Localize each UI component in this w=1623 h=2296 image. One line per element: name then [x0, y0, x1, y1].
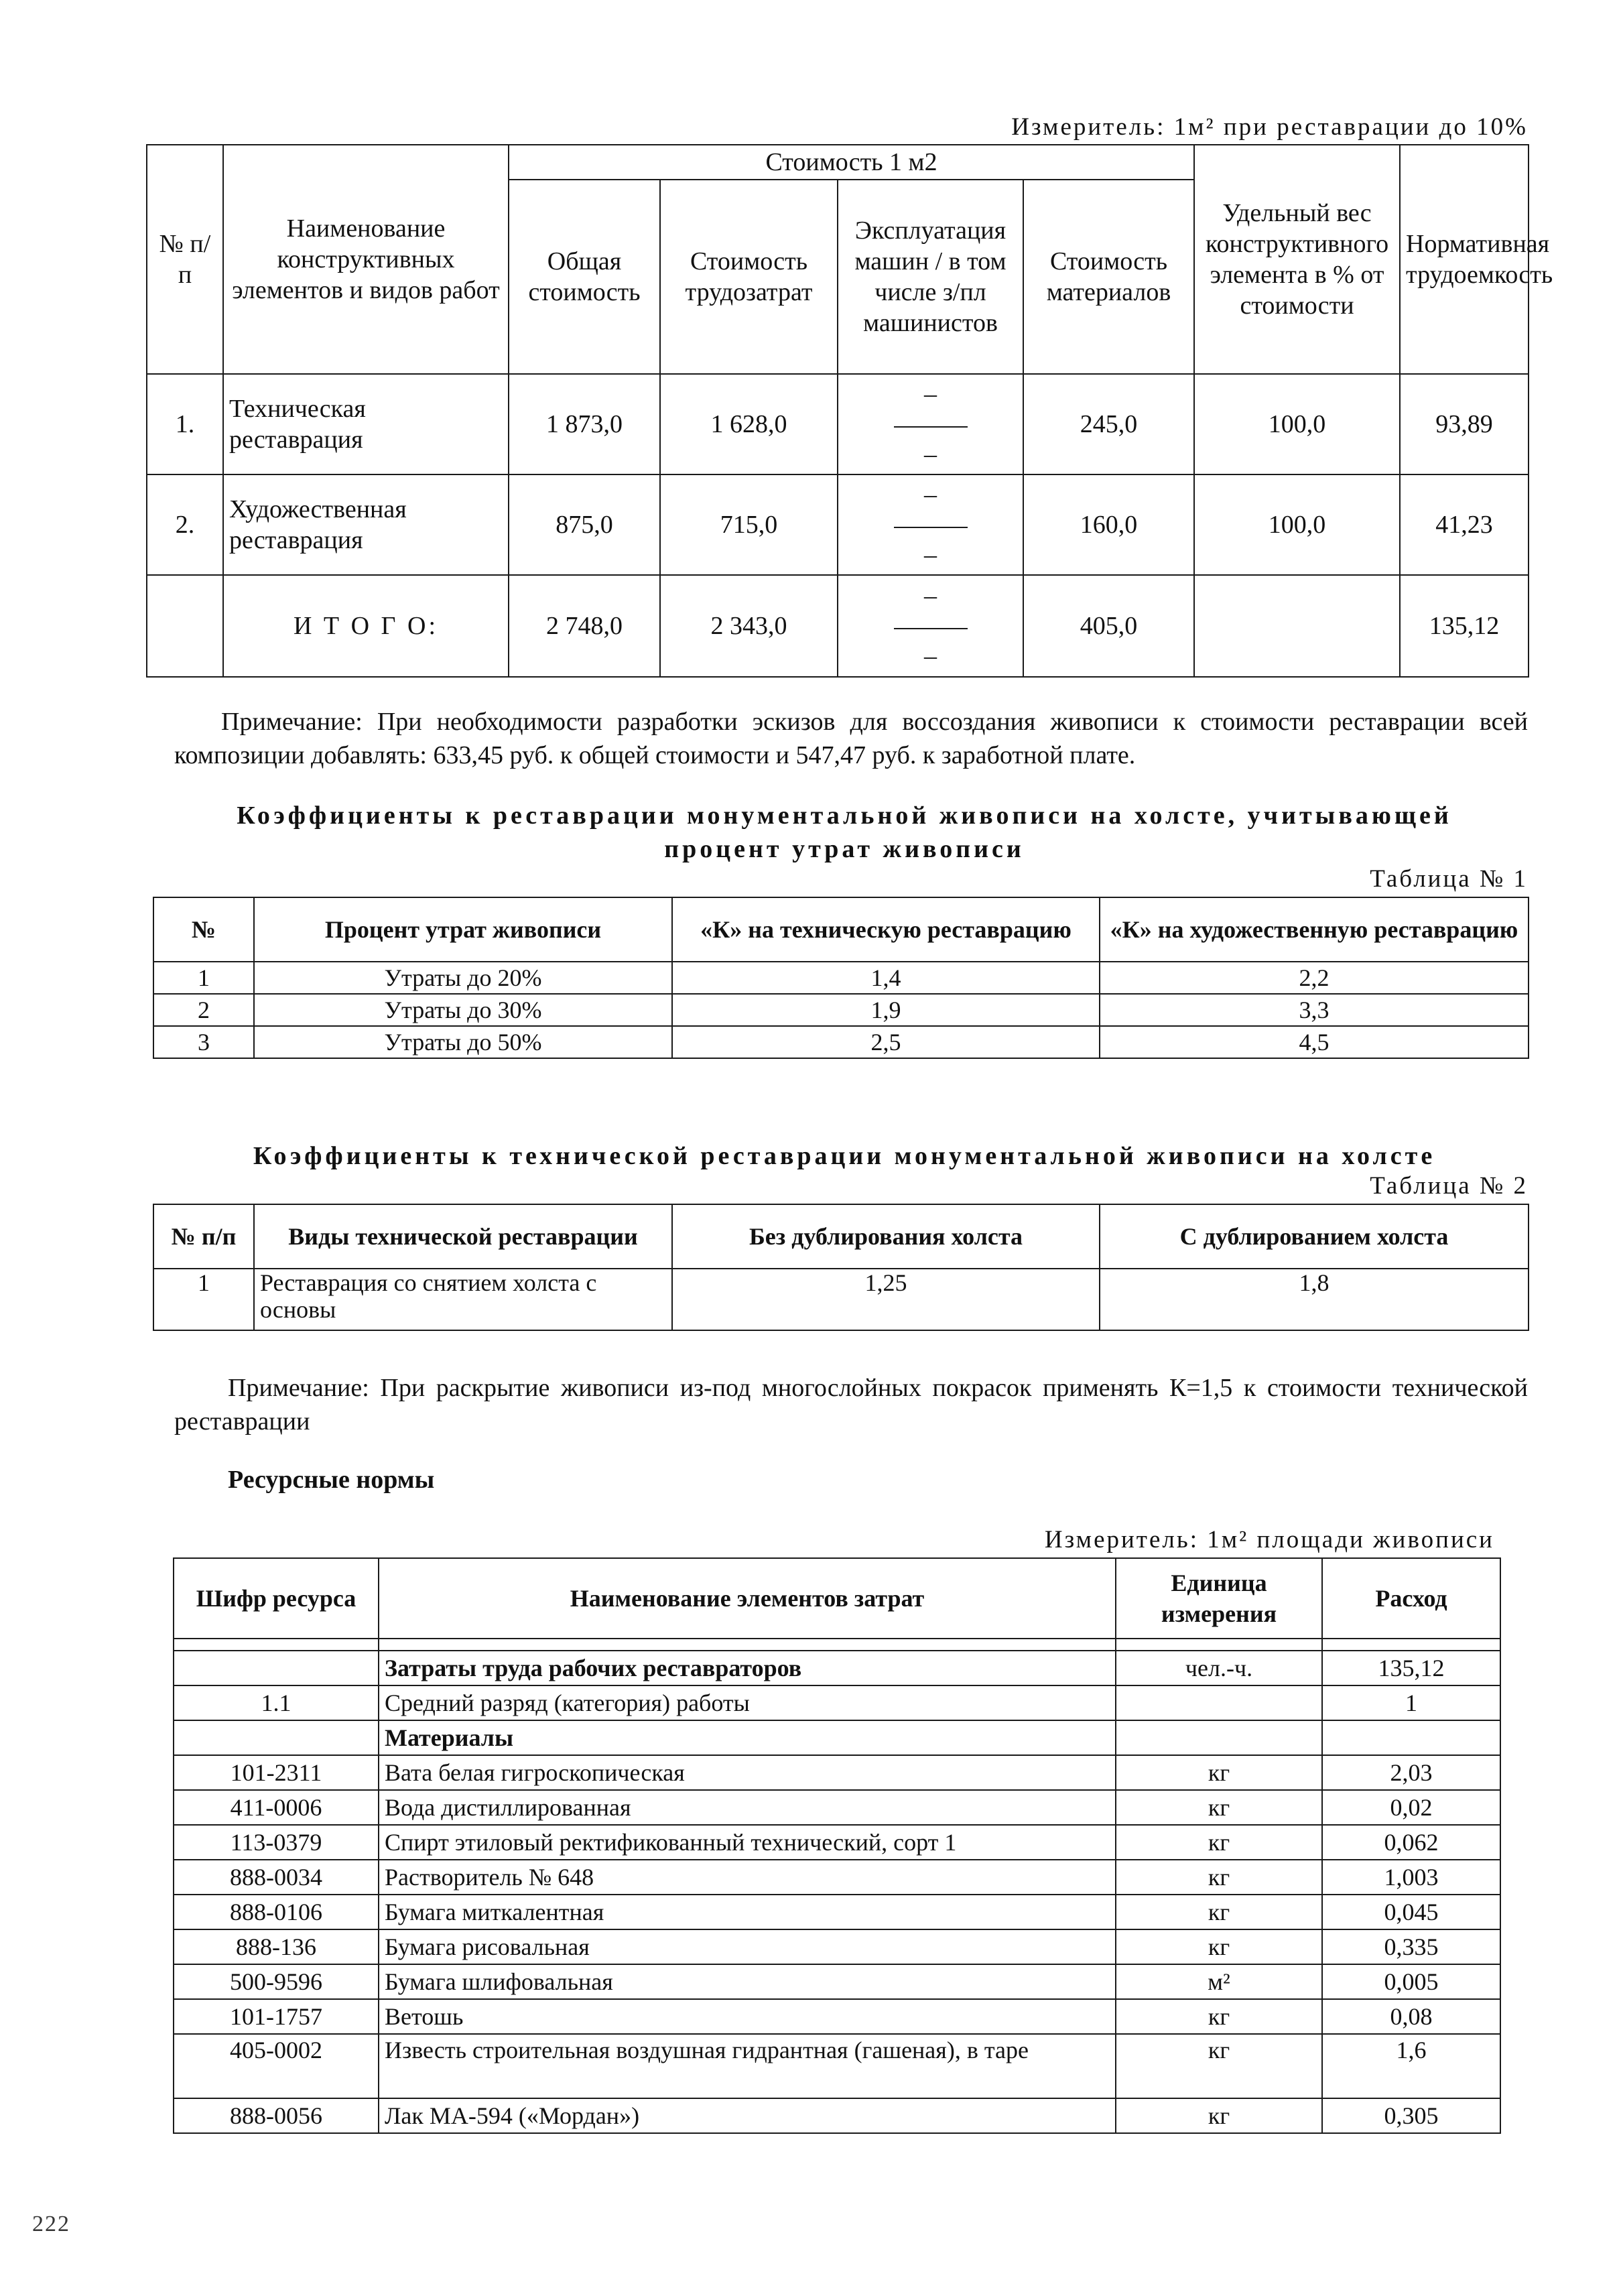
loss-col-tech-header: «К» на техническую реставрацию [672, 897, 1100, 962]
cell-unit: чел.-ч. [1116, 1651, 1322, 1685]
cell-name: Затраты труда рабочих реставраторов [379, 1651, 1116, 1685]
cell-qty [1322, 1720, 1500, 1755]
row-machines [838, 474, 1023, 575]
cell-k-tech: 1,4 [672, 962, 1100, 994]
note-sketches: Примечание: При необходимости разработки эскизов для воссоздания живописи к стоимости реставрации всей композиции добавлять: 633,45 руб. к общей стоимости и 547,47 руб. к заработной плате. [174, 708, 1528, 769]
table-row [174, 1964, 1500, 1999]
table-row [147, 374, 1529, 474]
table-row [153, 1026, 1529, 1058]
table-row [174, 1860, 1500, 1895]
row-materials: 245,0 [1023, 374, 1194, 474]
cell-name: Растворитель № 648 [379, 1860, 1116, 1895]
row-materials: 160,0 [1023, 474, 1194, 575]
cell-qty: 0,335 [1322, 1929, 1500, 1964]
table-row [174, 1929, 1500, 1964]
resources-title: Ресурсные нормы [228, 1466, 435, 1494]
tech-col-num-header: № п/п [153, 1204, 254, 1269]
cell-unit: кг [1116, 1825, 1322, 1860]
cell-unit: кг [1116, 1790, 1322, 1825]
row-total: 875,0 [509, 474, 660, 575]
row-share [1194, 575, 1400, 677]
cell-percent: Утраты до 50% [254, 1026, 672, 1058]
row-machines [838, 575, 1023, 677]
cell-qty: 0,02 [1322, 1790, 1500, 1825]
res-col-unit-header: Единица измерения [1116, 1558, 1322, 1639]
row-num: 2. [147, 474, 223, 575]
cell-unit: кг [1116, 1999, 1322, 2034]
cell-num: 3 [153, 1026, 254, 1058]
row-share: 100,0 [1194, 474, 1400, 575]
cell-num: 1 [153, 1269, 254, 1330]
cell-code: 500-9596 [174, 1964, 379, 1999]
res-col-name-header: Наименование элементов затрат [379, 1558, 1116, 1639]
cell-qty: 135,12 [1322, 1651, 1500, 1685]
machines-dash-top: – [924, 582, 937, 610]
table-row [153, 962, 1529, 994]
cell-num: 2 [153, 994, 254, 1026]
row-materials: 405,0 [1023, 575, 1194, 677]
table-row [174, 1895, 1500, 1929]
machines-dash-top: – [924, 481, 937, 509]
col-cost-group-header: Стоимость 1 м2 [509, 145, 1194, 180]
table-row [174, 2098, 1500, 2133]
cell-qty: 1,003 [1322, 1860, 1500, 1895]
cell-code: 888-0106 [174, 1895, 379, 1929]
cell-name: Бумага шлифовальная [379, 1964, 1116, 1999]
tech-col-type-header: Виды технической реставрации [254, 1204, 672, 1269]
machines-dash-bottom: – [924, 642, 937, 670]
resource-norms-table [173, 1557, 1501, 2134]
col-machines-header: Эксплуатация машин / в том числе з/пл машинистов [838, 180, 1023, 374]
cell-unit: кг [1116, 2098, 1322, 2133]
note-overpaint: Примечание: При раскрытие живописи из-под многослойных покрасок применять К=1,5 к стоимости технической реставрации [174, 1374, 1528, 1436]
cell-name: Вода дистиллированная [379, 1790, 1116, 1825]
col-name-header: Наименование конструктивных элементов и видов работ [223, 145, 509, 374]
machines-dash-bottom: – [924, 440, 937, 468]
cell-unit: м² [1116, 1964, 1322, 1999]
cell-code: 1.1 [174, 1685, 379, 1720]
row-norm: 93,89 [1400, 374, 1529, 474]
table1-measure-caption: Измеритель: 1м² при реставрации до 10% [1011, 113, 1528, 141]
cell-qty: 0,005 [1322, 1964, 1500, 1999]
machines-dash-top: – [924, 380, 937, 408]
row-machines [838, 374, 1023, 474]
table-row [174, 2034, 1500, 2098]
cell-k-art: 2,2 [1100, 962, 1529, 994]
cost-table [146, 144, 1553, 678]
res-col-code-header: Шифр ресурса [174, 1558, 379, 1639]
cell-qty: 0,305 [1322, 2098, 1500, 2133]
table-row [174, 1755, 1500, 1790]
cell-type: Реставрация со снятием холста с основы [254, 1269, 672, 1330]
section2-heading-line1: Коэффициенты к реставрации монументальной живописи на холсте, учитывающей [237, 802, 1452, 830]
cell-no-dup: 1,25 [672, 1269, 1100, 1330]
row-labor: 1 628,0 [660, 374, 838, 474]
cell-num: 1 [153, 962, 254, 994]
cell-name: Лак МА-594 («Мордан») [379, 2098, 1116, 2133]
row-num: 1. [147, 374, 223, 474]
col-share-header: Удельный вес конструктивного элемента в % от стоимости [1194, 145, 1400, 374]
cell-name: Средний разряд (категория) работы [379, 1685, 1116, 1720]
loss-col-percent-header: Процент утрат живописи [254, 897, 672, 962]
row-num [147, 575, 223, 677]
cell-k-art: 4,5 [1100, 1026, 1529, 1058]
cell-unit: кг [1116, 1929, 1322, 1964]
section2-heading-line2: процент утрат живописи [664, 835, 1025, 863]
tech-col-dup-header: С дублированием холста [1100, 1204, 1529, 1269]
col-labor-header: Стоимость трудозатрат [660, 180, 838, 374]
col-num-header: № п/п [147, 145, 223, 374]
table-row [174, 1825, 1500, 1860]
table2-label: Таблица № 2 [1370, 1172, 1528, 1200]
table-row [153, 1269, 1529, 1330]
cell-unit: кг [1116, 1860, 1322, 1895]
cell-code: 101-1757 [174, 1999, 379, 2034]
machines-rule [894, 526, 968, 528]
cell-k-art: 3,3 [1100, 994, 1529, 1026]
cell-code: 405-0002 [174, 2034, 379, 2098]
row-norm: 41,23 [1400, 474, 1529, 575]
col-norm-header: Нормативная трудоемкость [1400, 145, 1529, 374]
cell-qty: 1,6 [1322, 2034, 1500, 2098]
technical-coefficients-table [153, 1204, 1529, 1331]
cell-dup: 1,8 [1100, 1269, 1529, 1330]
row-norm: 135,12 [1400, 575, 1529, 677]
tech-col-no-dup-header: Без дублирования холста [672, 1204, 1100, 1269]
section3-heading: Коэффициенты к технической реставрации монументальной живописи на холсте [253, 1142, 1436, 1170]
table-row [174, 1790, 1500, 1825]
table-row [174, 1720, 1500, 1755]
cell-unit [1116, 1720, 1322, 1755]
cell-code: 411-0006 [174, 1790, 379, 1825]
cell-qty: 2,03 [1322, 1755, 1500, 1790]
row-labor: 715,0 [660, 474, 838, 575]
row-name: Техническая реставрация [223, 374, 509, 474]
total-row [147, 575, 1529, 677]
col-materials-header: Стоимость материалов [1023, 180, 1194, 374]
row-total: 1 873,0 [509, 374, 660, 474]
loss-col-art-header: «К» на художественную реставрацию [1100, 897, 1529, 962]
cell-code: 101-2311 [174, 1755, 379, 1790]
cell-code: 888-0056 [174, 2098, 379, 2133]
table-row [174, 1685, 1500, 1720]
cell-name: Ветошь [379, 1999, 1116, 2034]
res-col-qty-header: Расход [1322, 1558, 1500, 1639]
cell-k-tech: 1,9 [672, 994, 1100, 1026]
table-row [174, 1651, 1500, 1685]
cell-code [174, 1720, 379, 1755]
cell-unit: кг [1116, 1755, 1322, 1790]
cell-name: Вата белая гигроскопическая [379, 1755, 1116, 1790]
cell-name: Бумага рисовальная [379, 1929, 1116, 1964]
loss-coefficients-table [153, 897, 1529, 1059]
cell-name: Известь строительная воздушная гидрантная (гашеная), в таре [379, 2034, 1116, 2098]
row-name: И Т О Г О: [223, 575, 509, 677]
cell-qty: 1 [1322, 1685, 1500, 1720]
resources-measure-caption: Измеритель: 1м² площади живописи [1044, 1526, 1494, 1553]
table-row [153, 994, 1529, 1026]
machines-dash-bottom: – [924, 541, 937, 569]
cell-code: 113-0379 [174, 1825, 379, 1860]
cell-percent: Утраты до 20% [254, 962, 672, 994]
cell-k-tech: 2,5 [672, 1026, 1100, 1058]
machines-rule [894, 426, 968, 428]
cell-code: 888-0034 [174, 1860, 379, 1895]
loss-col-num-header: № [153, 897, 254, 962]
col-total-header: Общая стоимость [509, 180, 660, 374]
cell-unit: кг [1116, 2034, 1322, 2098]
cell-percent: Утраты до 30% [254, 994, 672, 1026]
row-total: 2 748,0 [509, 575, 660, 677]
cell-code: 888-136 [174, 1929, 379, 1964]
cell-name: Материалы [379, 1720, 1116, 1755]
row-name: Художественная реставрация [223, 474, 509, 575]
cell-qty: 0,062 [1322, 1825, 1500, 1860]
cell-name: Спирт этиловый ректификованный технический, сорт 1 [379, 1825, 1116, 1860]
table-row [174, 1999, 1500, 2034]
row-share: 100,0 [1194, 374, 1400, 474]
page-number: 222 [32, 2212, 70, 2236]
machines-rule [894, 627, 968, 629]
table1-label: Таблица № 1 [1370, 865, 1528, 893]
cell-unit [1116, 1685, 1322, 1720]
cell-code [174, 1651, 379, 1685]
cell-qty: 0,08 [1322, 1999, 1500, 2034]
cell-qty: 0,045 [1322, 1895, 1500, 1929]
cell-unit: кг [1116, 1895, 1322, 1929]
table-row [147, 474, 1529, 575]
row-labor: 2 343,0 [660, 575, 838, 677]
cell-name: Бумага миткалентная [379, 1895, 1116, 1929]
